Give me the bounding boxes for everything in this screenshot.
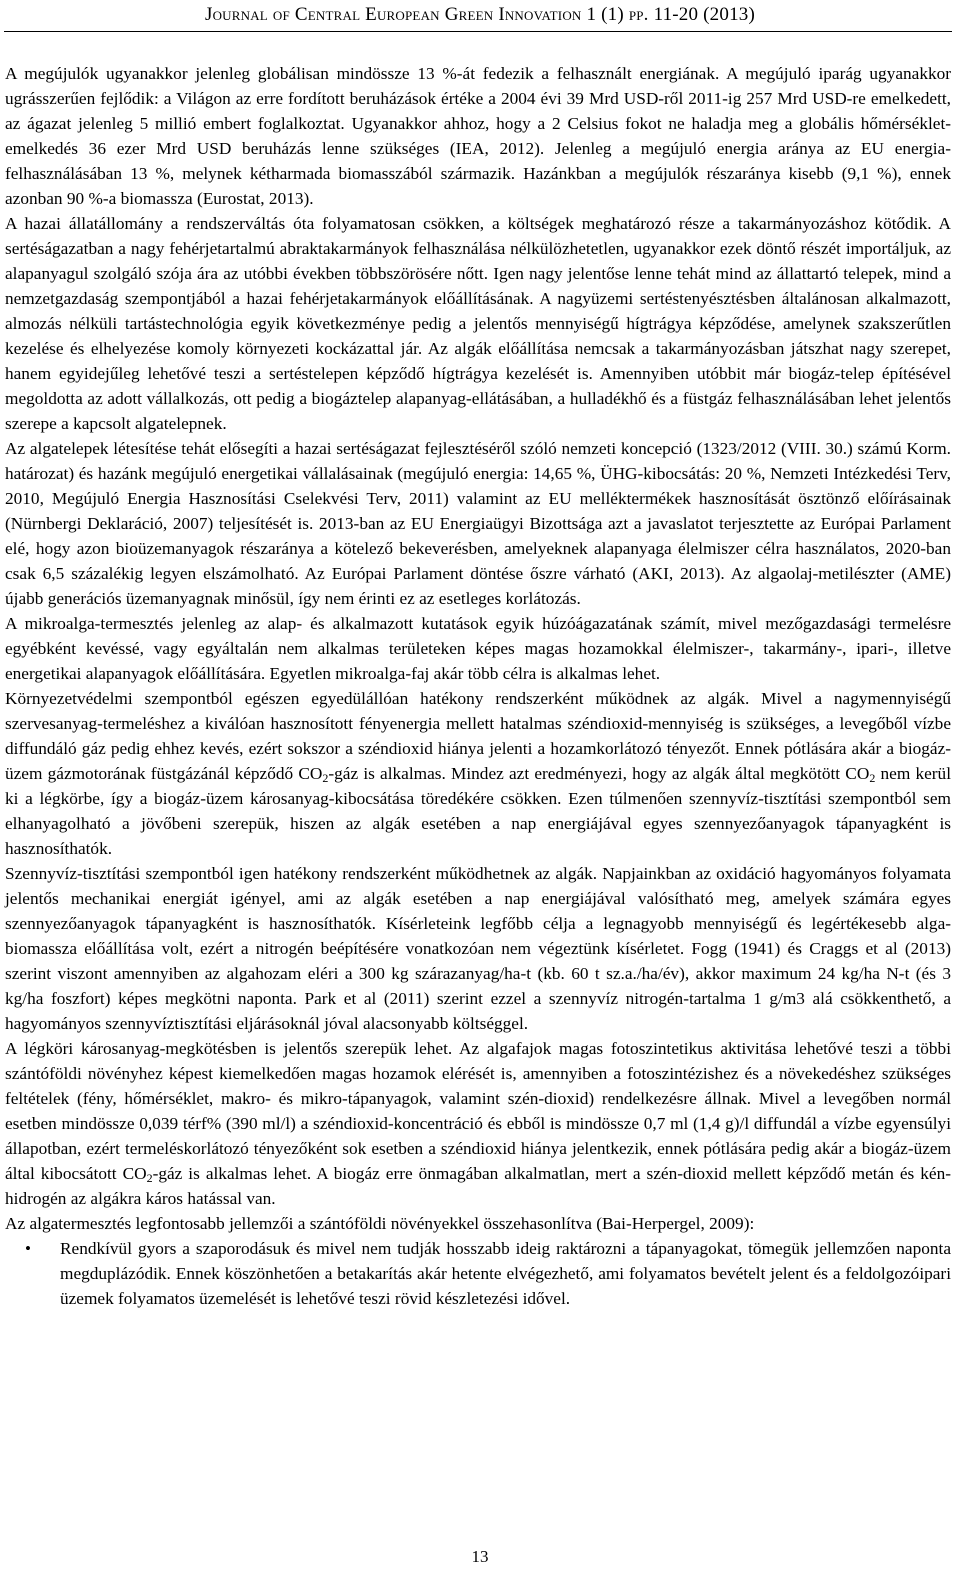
bullet-text: Rendkívül gyors a szaporodásuk és mivel nem tudják hosszabb ideig raktározni a tápanyagokat, tömegük jellemzően naponta megduplázódik. Ennek köszönhetően a betakarítás akár hetente elvégezhető, ami folyamatos bevételt jelent és a feldolgozóipari üzemek folyamatos üzemelését is lehetővé teszi rövid készletezési idővel. xyxy=(60,1239,951,1308)
paragraph-3: Az algatelepek létesítése tehát elősegíti a hazai sertéságazat fejlesztéséről szóló nemzeti koncepció (1323/2012 (VIII. 30.) számú Korm. határozat) és hazánk megújuló energetikai vállalásainak (megújuló energia: 14,65 %, ÜHG-kibocsátás: 20 %, Nemzeti Intézkedési Terv, 2010, Megújuló Energia Hasznosítási Cselekvési Terv, 2011) valamint az EU melléktermékek hasznosítását ösztönző előírásainak (Nürnbergi Deklaráció, 2007) teljesítését is. 2013-ban az EU Energiaügyi Bizottsága azt a javaslatot terjesztette az Európai Parlament elé, hogy azon bioüzemanyagok részaránya a kötelező bekeverésben, amelyeknek alapanyaga élelmiszer célra használatos, 2020-ban csak 6,5 százalékig legyen elszámolható. Az Európai Parlament döntése őszre várható (AKI, 2013). Az algaolaj-metilészter (AME) újabb generációs üzemanyagnak minősül, így nem érinti ez az esetleges korlátozás. xyxy=(5,439,951,608)
header-rule xyxy=(4,31,952,32)
paragraph-6: Szennyvíz-tisztítási szempontból igen hatékony rendszerként működhetnek az algák. Napjainkban az oxidáció hagyományos folyamata jelentős mechanikai energiát igényel, ami az algák esetében a nap energiájával valósítható meg, amelyek számára egyes szennyezőanyagok tápanyagként is hasznosíthatók. Kísérleteink legfőbb célja a legnagyobb mennyiségű és legértékesebb alga-biomassza előállítása volt, ezért a nitrogén beépítésére vonatkozóan nem végeztünk kísérletet. Fogg (1941) és Craggs et al (2013) szerint viszont amennyiben az algahozam eléri a 300 kg szárazanyag/ha-t (kb. 60 t sz.a./ha/év), akkor maximum 24 kg/ha N-t (és 3 kg/ha foszfort) képes megkötni naponta. Park et al (2011) szerint ezzel a szennyvíz nitrogén-tartalma 1 g/m3 alá csökkenthető, a hagyományos szennyvíztisztítási eljárásoknál jóval alacsonyabb költséggel. xyxy=(5,864,951,1033)
page-number: 13 xyxy=(471,1547,489,1566)
paragraph-5-part-2: -gáz is alkalmas. Mindez azt eredményezi, hogy az algák által megkötött CO xyxy=(328,764,870,783)
paragraph-5 xyxy=(5,686,951,861)
paragraph-5-part-3: nem kerül ki a légkörbe, így a biogáz-üzem károsanyag-kibocsátása töredékére csökken. Ezen túlmenően szennyvíz-tisztítási szempontból sem elhanyagolható a jövőbeni szerepük, hiszen az algák esetében a nap energiájával egyes szennyezőanyagok tápanyagként is hasznosíthatók. xyxy=(5,764,951,858)
paragraph-7 xyxy=(5,1036,951,1211)
paragraph-1: A megújulók ugyanakkor jelenleg globálisan mindössze 13 %-át fedezik a felhasznált energiának. A megújuló iparág ugyanakkor ugrásszerűen fejlődik: a Világon az erre fordított beruházások értéke a 2004 évi 39 Mrd USD-ről 2011-ig 257 Mrd USD-re emelkedett, az ágazat jelenleg 5 millió embert foglalkoztat. Ugyanakkor ahhoz, hogy a 2 Celsius fokot ne haladja meg a globális hőmérséklet-emelkedés 36 ezer Mrd USD beruházás lenne szükséges (IEA, 2012). Jelenleg a megújuló energia aránya az EU energia-felhasználásában 13 %, melynek kétharmada biomasszából származik. Hazánkban a megújulók részaránya kisebb (9,1 %), ennek azonban 90 %-a biomassza (Eurostat, 2013). xyxy=(5,64,951,208)
bullet-item xyxy=(5,1236,951,1311)
paragraph-7-part-2: -gáz is alkalmas lehet. A biogáz erre önmagában alkalmatlan, mert a szén-dioxid mellett képződő metán és kén-hidrogén az algákra káros hatással van. xyxy=(5,1164,951,1208)
journal-line: Journal of Central European Green Innovation 1 (1) pp. 11-20 (2013) xyxy=(204,4,756,25)
paragraph-2: A hazai állatállomány a rendszerváltás óta folyamatosan csökken, a költségek meghatározó része a takarmányozáshoz kötődik. A sertéságazatban a nagy fehérjetartalmú abraktakarmányok felhasználása nélkülözhetetlen, ugyanakkor ezek döntő részét importáljuk, az alapanyagul szolgáló szója ára az utóbbi években többszörösére nőtt. Igen nagy jelentőse lenne tehát mind az állattartó telepek, mind a nemzetgazdaság szempontjából a hazai fehérjetakarmányok előállításának. A nagyüzemi sertéstenyésztésben általánosan alkalmazott, almozás nélküli tartástechnológia egyik következménye pedig a jelentős mennyiségű hígtrágya képződése, amelynek szakszerűtlen kezelése és elhelyezése komoly környezeti kockázattal jár. Az algák előállítása nemcsak a takarmányozásban játszhat nagy szerepet, hanem egyidejűleg lehetővé teszi a sertéstelepen képződő hígtrágya kezelését is. Amennyiben utóbbit már biogáz-telep építésével megoldotta az adott vállalkozás, ott pedig a biogáztelep alapanyag-ellátásában, a hulladékhő és a füstgáz felhasználásában lehet jelentős szerepe a kapcsolt algatelepnek. xyxy=(5,214,951,433)
subscript-2: 2 xyxy=(322,771,329,785)
subscript-2: 2 xyxy=(869,771,876,785)
paragraph-4: A mikroalga-termesztés jelenleg az alap- és alkalmazott kutatások egyik húzóágazatának számít, mivel mezőgazdasági termelésre egyébként kevéssé, vagy egyáltalán nem alkalmas területeken képes magas hozamokkal élelmiszer-, takarmány-, ipari-, illetve energetikai alapanyagok előállítására. Egyetlen mikroalga-faj akár több célra is alkalmas lehet. xyxy=(5,614,951,683)
subscript-2: 2 xyxy=(146,1171,153,1185)
bullet-icon: • xyxy=(25,1239,31,1258)
paragraph-8: Az algatermesztés legfontosabb jellemzői a szántóföldi növényekkel összehasonlítva (Bai-Herpergel, 2009): xyxy=(5,1214,755,1233)
bullet-list xyxy=(5,1236,951,1311)
running-header xyxy=(0,4,960,26)
paragraph-5-part-1: Környezetvédelmi szempontból egészen egyedülállóan hatékony rendszerként működnek az algák. Mivel a nagymennyiségű szervesanyag-termeléshez a kiválóan hasznosított fényenergia mellett hatalmas széndioxid-mennyiség is szükséges, a levegőből vízbe diffundáló gáz pedig ehhez kevés, ezért sokszor a széndioxid hiánya jelenti a hozamkorlátozó tényezőt. Ennek pótlására akár a biogáz-üzem gázmotorának füstgázánál képződő CO xyxy=(5,689,951,783)
paragraph-7-part-1: A légköri károsanyag-megkötésben is jelentős szerepük lehet. Az algafajok magas fotoszintetikus aktivitása lehetővé teszi a többi szántóföldi növényhez képest kiemelkedően magas hozamok elérését is, amennyiben a fotoszintézishez és a növekedéshez szükséges feltételek (fény, hőmérséklet, makro- és mikro-tápanyagok, valamint szén-dioxid) rendelkezésre állnak. Mivel a levegőben normál esetben mindössze 0,039 térf% (390 ml/l) a széndioxid-koncentráció és ebből is mindössze 0,7 ml (1,4 g)/l diffundál a vízbe egyensúlyi állapotban, ezért termeléskorlátozó tényezőként sok esetben a széndioxid hiánya jelentkezik, ennek pótlására pedig akár a biogáz-üzem által kibocsátott CO xyxy=(5,1039,951,1183)
article-body xyxy=(5,61,951,1311)
